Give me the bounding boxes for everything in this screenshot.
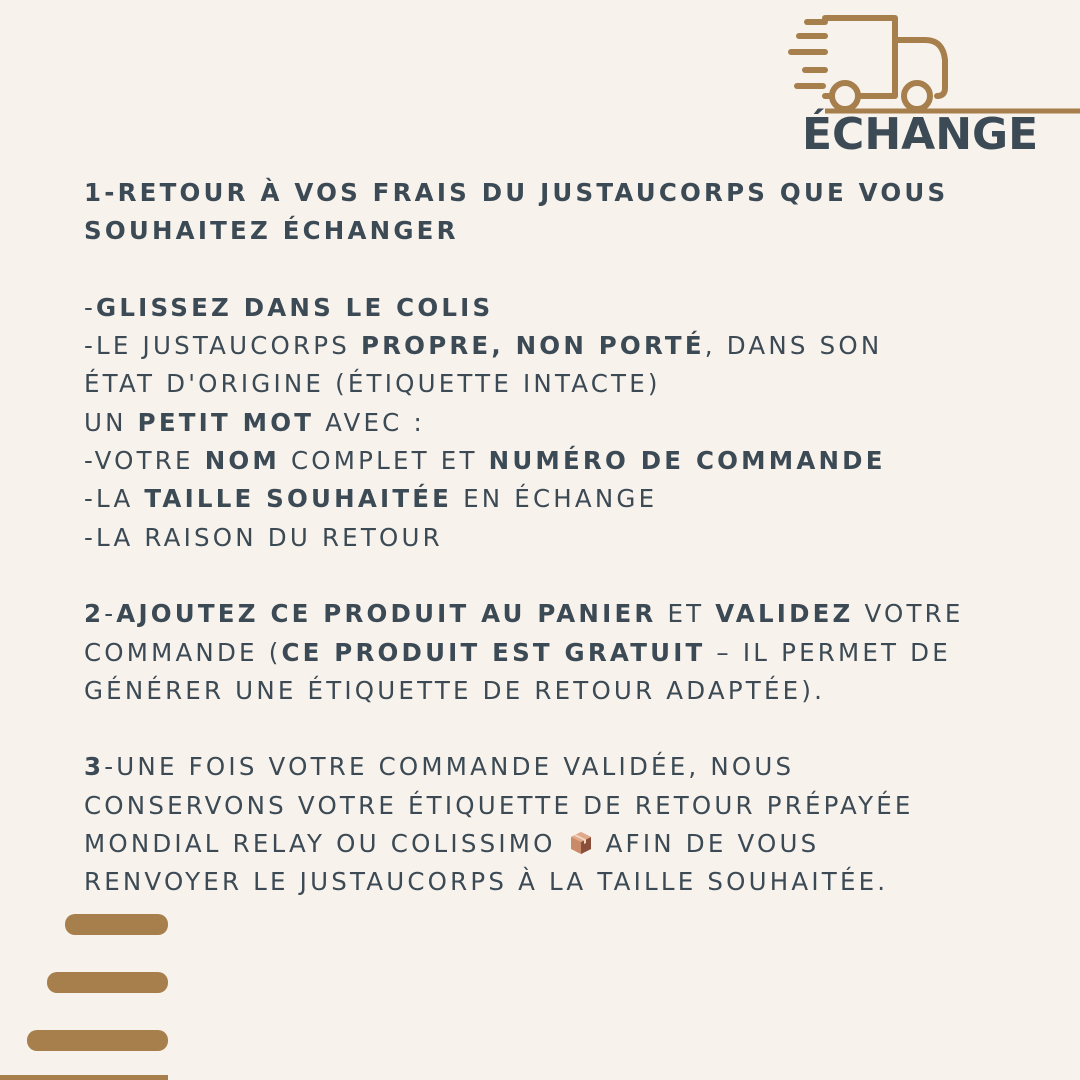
step1-heading-line2: SOUHAITEZ ÉCHANGER bbox=[84, 216, 459, 246]
decorative-line bbox=[0, 1075, 168, 1080]
step1-line5: ÉTAT D'ORIGINE (ÉTIQUETTE INTACTE) bbox=[84, 369, 661, 399]
step3-line1: 3-UNE FOIS VOTRE COMMANDE VALIDÉE, NOUS bbox=[84, 752, 795, 782]
page-title: ÉCHANGE bbox=[802, 109, 1039, 160]
step3-line4: RENVOYER LE JUSTAUCORPS À LA TAILLE SOUHAITÉE. bbox=[84, 867, 889, 897]
step3-line3: MONDIAL RELAY OU COLISSIMO AFIN DE VOUS bbox=[84, 829, 820, 859]
delivery-truck-icon bbox=[785, 14, 1080, 118]
step2-line2: COMMANDE (CE PRODUIT EST GRATUIT – IL PERMET DE bbox=[84, 637, 951, 667]
step1-line4: -LE JUSTAUCORPS PROPRE, NON PORTÉ, DANS SON bbox=[84, 331, 883, 361]
step1-line7: -VOTRE NOM COMPLET ET NUMÉRO DE COMMANDE bbox=[84, 446, 886, 476]
step2-line1: 2-AJOUTEZ CE PRODUIT AU PANIER ET VALIDEZ VOTRE bbox=[84, 599, 964, 629]
step3-line2: CONSERVONS VOTRE ÉTIQUETTE DE RETOUR PRÉPAYÉE bbox=[84, 790, 914, 820]
decorative-bar bbox=[47, 972, 168, 993]
step1-heading-line1: 1-RETOUR À VOS FRAIS DU JUSTAUCORPS QUE VOUS bbox=[84, 178, 949, 207]
instructions bbox=[84, 174, 1044, 902]
package-icon bbox=[569, 831, 593, 855]
step2-line3: GÉNÉRER UNE ÉTIQUETTE DE RETOUR ADAPTÉE). bbox=[84, 675, 826, 705]
decorative-bar bbox=[65, 914, 168, 935]
decorative-bar bbox=[27, 1030, 168, 1051]
step1-line9: -LA RAISON DU RETOUR bbox=[84, 522, 443, 552]
step1-line6: UN PETIT MOT AVEC : bbox=[84, 407, 425, 437]
step1-line3: -GLISSEZ DANS LE COLIS bbox=[84, 292, 494, 322]
step1-line8: -LA TAILLE SOUHAITÉE EN ÉCHANGE bbox=[84, 484, 658, 514]
